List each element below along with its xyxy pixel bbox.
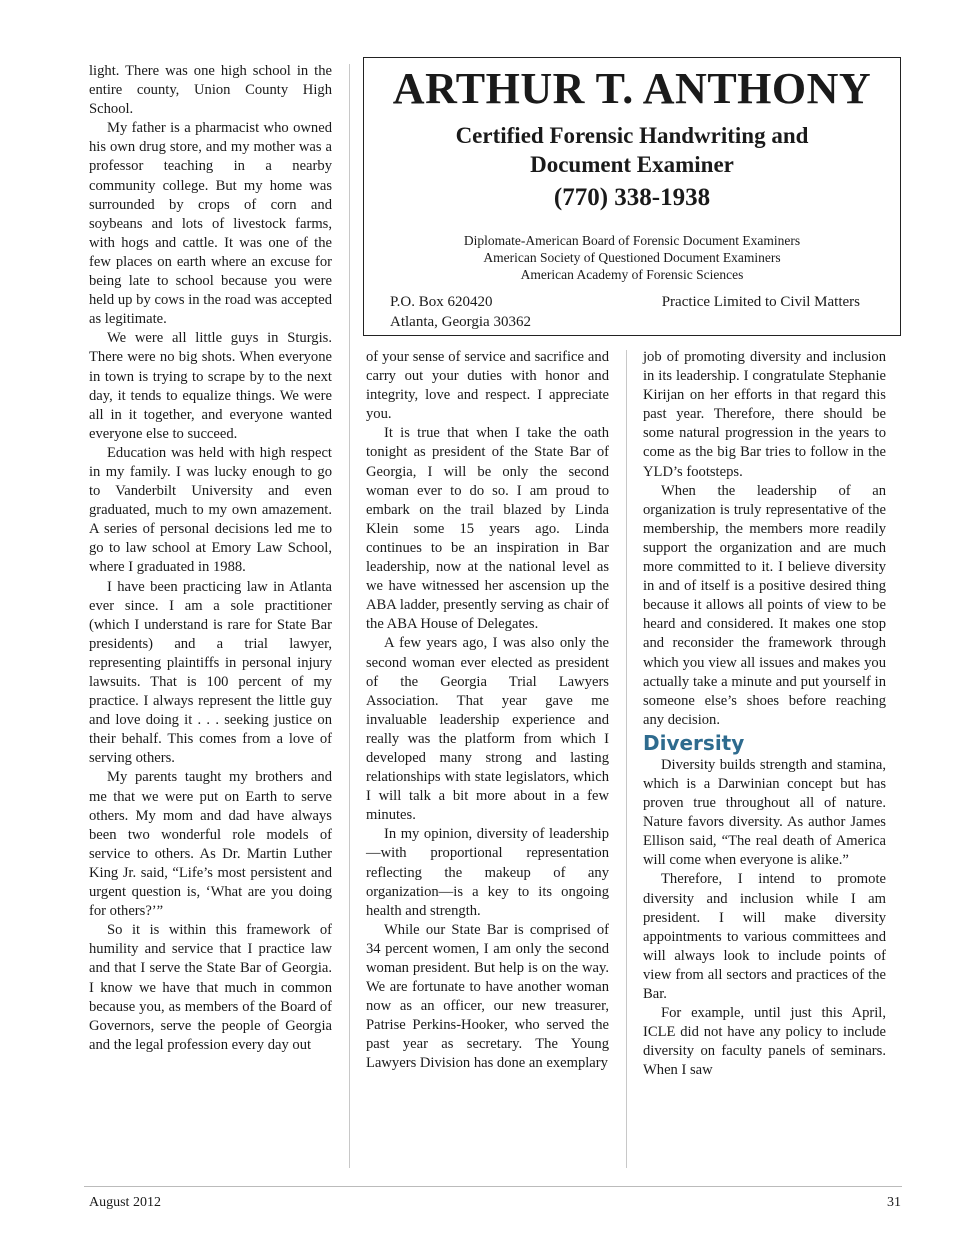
paragraph: When the leadership of an organization is truly representative of the membership, the members more readily support the organization and are much more committed to it. I believe diversity in and of itself is a positive desired thing because it allows all points of view to be heard and considered. It makes one stop and reconsider the framework through which you view all issues and makes you actually take a minute and put yourself in someone else’s shoes before reaching any decision. [643,482,886,728]
paragraph: job of promoting diversity and inclusion in its leadership. I congratulate Stephanie Kirijan on her efforts in that regard this past year. Therefore, there should be some natural progression in the years to come as the big Bar tries to follow in the YLD’s footsteps. [643,349,886,480]
article-column-2 [366,348,609,1074]
paragraph: A few years ago, I was also only the second woman ever elected as president of the Georgia Trial Lawyers Association. That year gave me invaluable leadership experience and really was the platform from which I developed many strong and lasting relationships with state legislators, which I will talk a bit more about in a few minutes. [366,635,609,824]
paragraph: light. There was one high school in the entire county, Union County High School. [89,63,332,118]
ad-title-line-2: Document Examiner [530,152,734,177]
paragraph: My parents taught my brothers and me that we were put on Earth to serve others. My mom and dad have always been two wonderful role models of service to others. As Dr. Martin Luther King Jr. said, “Life’s most persistent and urgent question is, ‘What are you doing for others?’” [89,769,332,920]
column-divider [626,350,627,1168]
ad-title [364,121,900,179]
paragraph: For example, until just this April, ICLE did not have any policy to include diversity on faculty panels of seminars. When I saw [643,1005,886,1079]
paragraph: Education was held with high respect in my family. I was lucky enough to go to Vanderbilt University and even graduated, much to my own amazement. A series of personal decisions led me to go to law school at Emory Law School, where I graduated in 1988. [89,444,332,576]
footer-rule [84,1186,902,1187]
article-column-1 [89,62,332,1055]
paragraph: While our State Bar is comprised of 34 percent women, I am only the second woman president. But help is on the way. We are fortunate to have another woman now as an officer, our new treasurer, Patrise Perkins-Hooker, who served the past year as secretary. The Young Lawyers Division has done an exemplary [366,921,609,1072]
paragraph: It is true that when I take the oath tonight as president of the State Bar of Georgia, I will be only the second woman ever to do so. I am proud to embark on the trail blazed by Linda Klein some 15 years ago. Linda continues to be an inspiration in Bar leadership, now at the national level as we have witnessed her ascension up the ABA ladder, presently serving as chair of the ABA House of Delegates. [366,425,609,633]
ad-address-line-1: P.O. Box 620420 [390,294,493,310]
ad-phone: (770) 338-1938 [553,184,711,211]
ad-credential: American Society of Questioned Document Examiners [483,250,781,265]
paragraph: I have been practicing law in Atlanta ever since. I am a sole practitioner (which I understand is rare for State Bar presidents) and a trial lawyer, representing plaintiffs in personal injury lawsuits. That is 100 percent of my practice. I always represent the little guy and love doing it . . . seeking justice on their behalf. This comes from a love of serving others. [89,578,332,767]
ad-name: ARTHUR T. ANTHONY [392,64,872,113]
paragraph: Diversity builds strength and stamina, which is a Darwinian concept but has proven true throughout all of nature. Nature favors diversity. As author James Ellison said, “The real death of America will come when everyone is alike.” [643,756,886,869]
section-heading: Diversity [643,730,745,755]
ad-address [390,292,531,332]
paragraph: of your sense of service and sacrifice and carry out your duties with honor and integrity, love and respect. I appreciate you. [366,349,609,423]
paragraph: My father is a pharmacist who owned his own drug store, and my mother was a professor teaching in a nearby community college. But my home was surrounded by crops of corn and soybeans and lots of livestock farms, with hogs and cattle. It was one of the few places on earth where an excuse for being late to school because you were held up by cows in the road was accepted as legitimate. [89,120,332,328]
ad-title-line-1: Certified Forensic Handwriting and [455,123,809,148]
advertisement-box [363,57,901,336]
ad-credential: American Academy of Forensic Sciences [520,267,744,282]
ad-credential: Diplomate-American Board of Forensic Document Examiners [463,233,801,248]
article-column-3 [643,348,886,1080]
ad-address-line-2: Atlanta, Georgia 30362 [390,314,531,330]
paragraph: In my opinion, diversity of leadership—with proportional representation reflecting the makeup of any organization—is a key to its ongoing health and strength. [366,826,609,919]
paragraph: So it is within this framework of humility and service that I practice law and that I serve the State Bar of Georgia. I know we have that much in common because you, as members of the Board of Governors, serve the people of Georgia and the legal profession every day out [89,922,332,1053]
paragraph: We were all little guys in Sturgis. There were no big shots. When everyone in town is trying to scrape by to the next day, it tends to equalize things. We were all in it together, and everyone wanted everyone else to succeed. [89,330,332,442]
ad-practice: Practice Limited to Civil Matters [661,294,860,310]
ad-credentials [364,232,900,283]
footer-date: August 2012 [89,1195,161,1210]
page-number: 31 [887,1195,901,1210]
paragraph: Therefore, I intend to promote diversity and inclusion while I am president. I will make diversity appointments to various committees and will always look to include points of view from all sectors and practices of the Bar. [643,871,886,1002]
column-divider [349,64,350,1168]
